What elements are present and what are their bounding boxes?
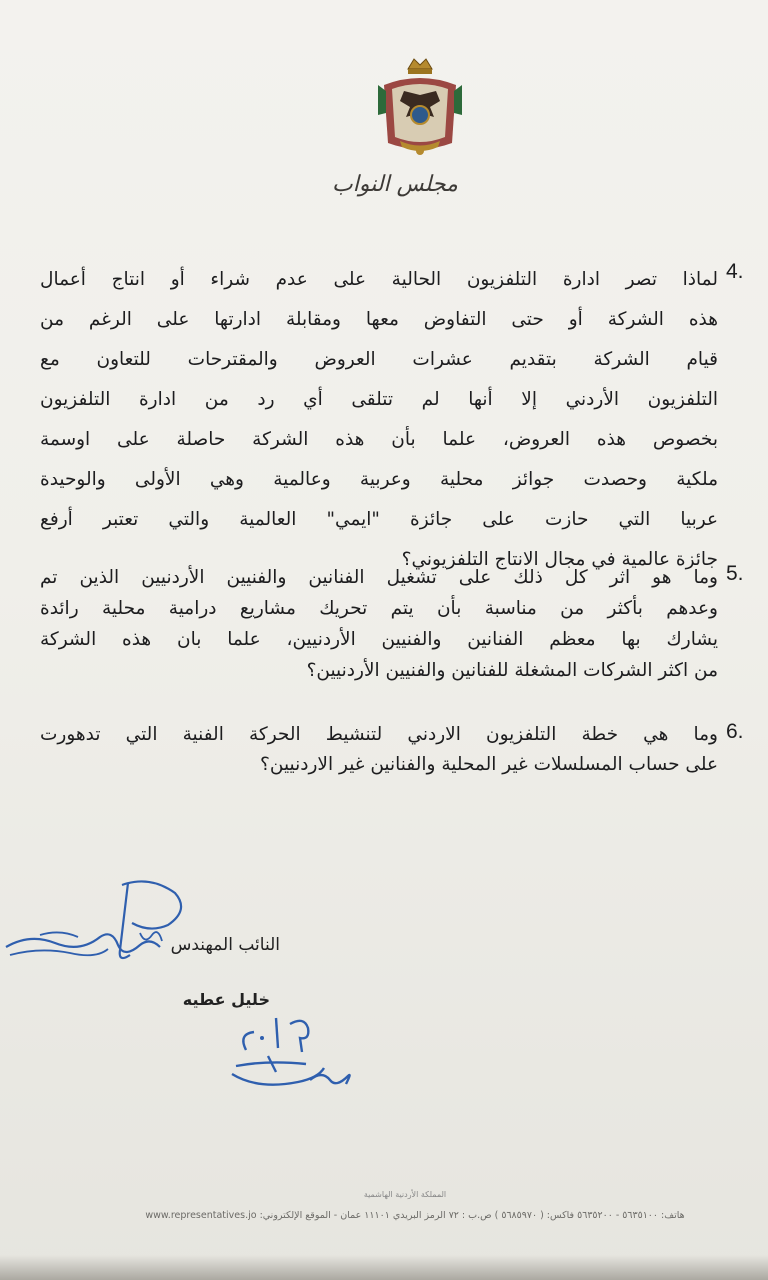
jordan-coat-of-arms-icon — [370, 55, 470, 160]
signatory-name: خليل عطيه — [182, 990, 270, 1009]
question-line: قيام الشركة بتقديم عشرات العروض والمقترحات للتعاون مع — [40, 349, 718, 370]
question-line: التلفزيون الأردني إلا أنها لم تتلقى أي رد من ادارة التلفزيون — [40, 389, 718, 410]
question-line: وعدهم بأكثر من مناسبة بأن يتم تحريك مشاريع درامية محلية رائدة — [40, 598, 718, 619]
question-line: يشارك بها معظم الفنانين والفنيين الأردنيين، علما بان هذه الشركة — [40, 629, 718, 650]
question-item — [40, 720, 760, 780]
question-line: ملكية وحصدت جوائز محلية وعربية وعالمية وهي الأولى والوحيدة — [40, 469, 718, 490]
council-name: مجلس النواب — [332, 172, 458, 197]
question-line: على حساب المسلسلات غير المحلية والفنانين غير الاردنيين؟ — [260, 754, 718, 775]
question-line: من اكثر الشركات المشغلة للفنانين والفنيين الأردنيين؟ — [306, 660, 718, 681]
question-number: 4. — [726, 260, 744, 283]
question-line: وما هي خطة التلفزيون الاردني لتنشيط الحركة الفنية التي تدهورت — [40, 724, 718, 745]
handwritten-date — [228, 1010, 358, 1100]
question-item — [40, 562, 760, 686]
question-line: هذه الشركة أو حتى التفاوض معها ومقابلة ادارتها على الرغم من — [40, 309, 718, 330]
question-line: لماذا تصر ادارة التلفزيون الحالية على عدم شراء أو انتاج أعمال — [40, 269, 718, 290]
signatory-title: النائب المهندس — [170, 935, 280, 955]
question-line: وما هو اثر كل ذلك على تشغيل الفنانين والفنيين الأردنيين الذين تم — [40, 567, 718, 588]
question-line: بخصوص هذه العروض، علما بأن هذه الشركة حاصلة على اوسمة — [40, 429, 718, 450]
footer-contact: هاتف: ٥٦٣٥١٠٠ - ٥٦٣٥٢٠٠ فاكس: ( ٥٦٨٥٩٧٠ ) ص.ب : ٧٢ الرمز البريدي ١١١٠١ عمان - الموقع الإلكتروني: www.representatives.jo — [145, 1210, 685, 1221]
handwritten-signature — [0, 875, 200, 975]
question-number: 5. — [726, 562, 744, 585]
footer-heading: المملكة الأردنية الهاشمية — [363, 1190, 447, 1199]
question-number: 6. — [726, 720, 744, 743]
question-item — [40, 260, 760, 580]
question-line: عربيا التي حازت على جائزة "ايمي" العالمية والتي تعتبر أرفع — [40, 509, 718, 530]
question-line: جائزة عالمية في مجال الانتاج التلفزيوني؟ — [401, 549, 718, 570]
